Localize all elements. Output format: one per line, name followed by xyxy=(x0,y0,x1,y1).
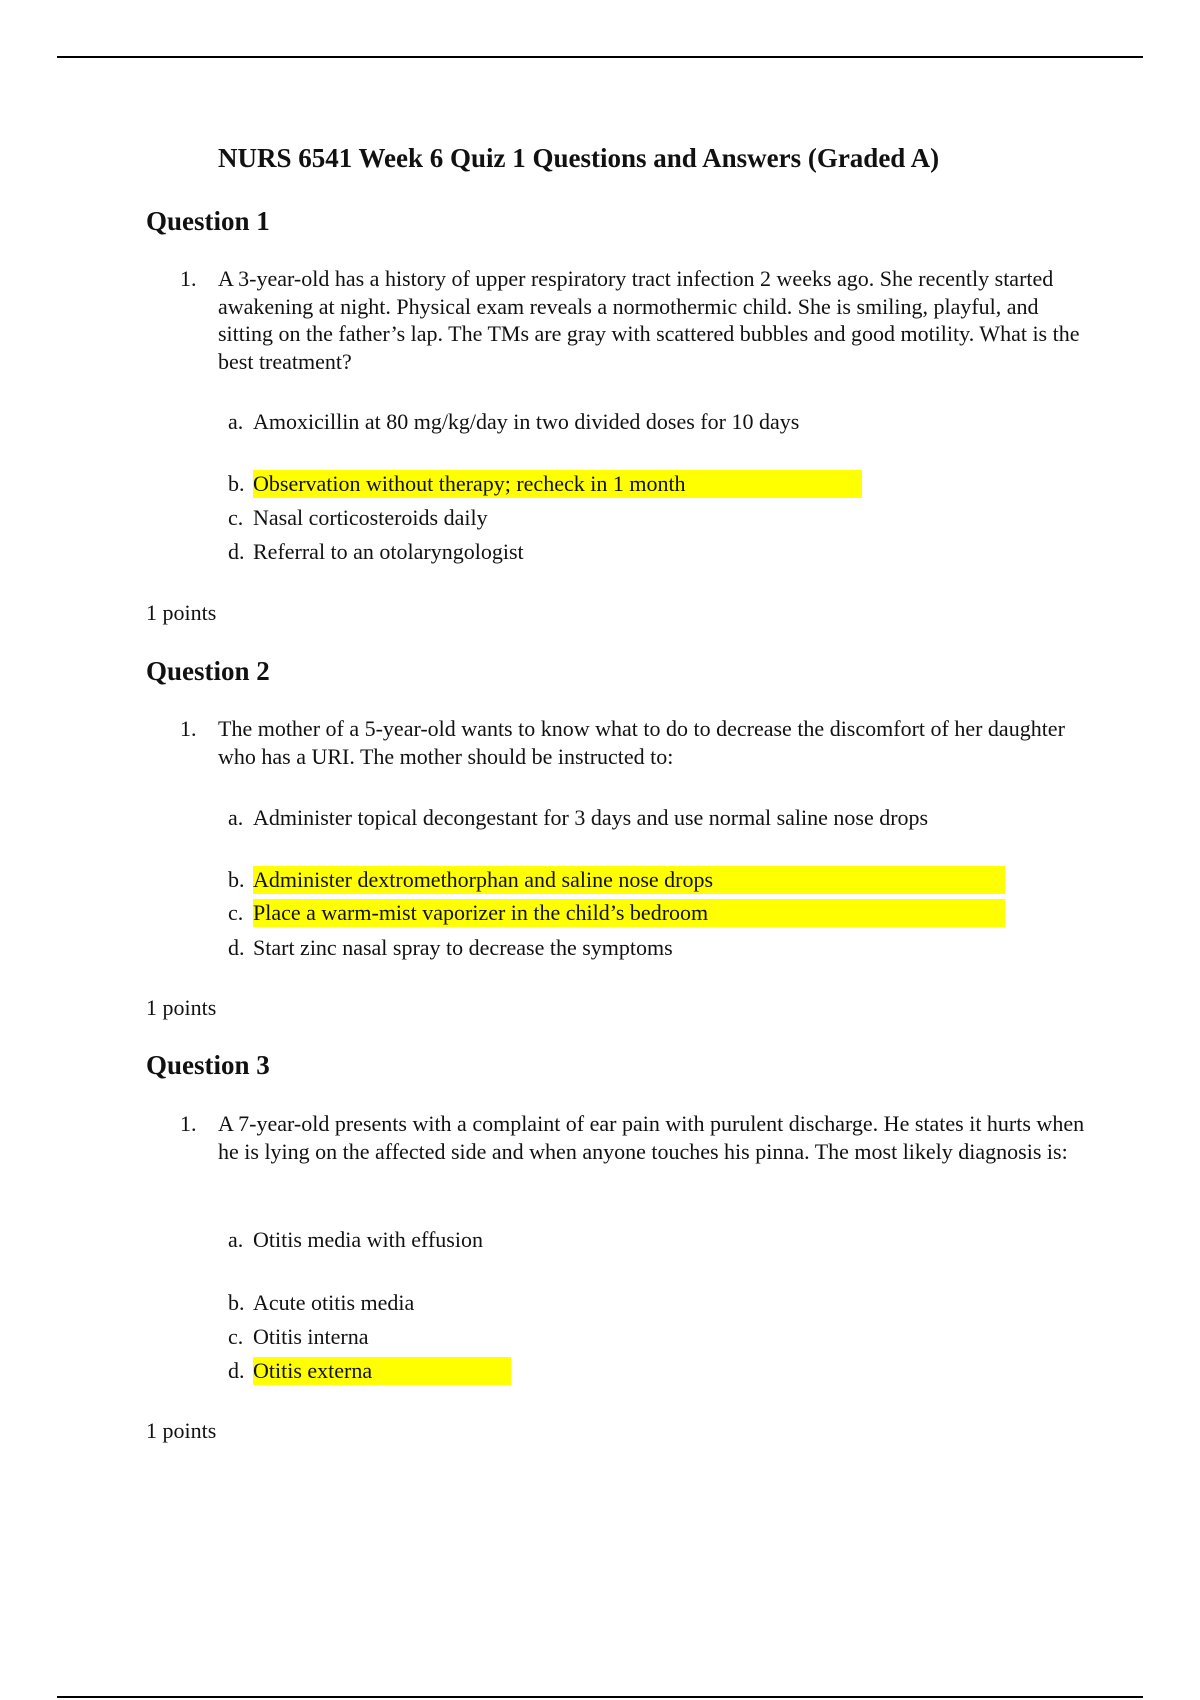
list-number: 1. xyxy=(180,716,197,741)
answer-option-c[interactable] xyxy=(228,1323,368,1351)
answer-option-c[interactable] xyxy=(228,899,1005,927)
option-text-highlighted: Observation without therapy; recheck in 1 month xyxy=(253,470,862,498)
option-letter: c. xyxy=(228,1324,244,1349)
stem-text: A 3-year-old has a history of upper respiratory tract infection 2 weeks ago. She recently started awakening at night. Physical exam reveals a normothermic child. She is smiling, playful, and sitting on the father’s lap. The TMs are gray with scattered bubbles and good motility. What is the best treatment? xyxy=(218,266,1080,374)
option-text-highlighted: Place a warm-mist vaporizer in the child’s bedroom xyxy=(253,899,1005,927)
question-heading: Question 3 xyxy=(146,1050,270,1080)
answer-option-d[interactable] xyxy=(228,1357,511,1385)
answer-option-c[interactable] xyxy=(228,504,488,532)
question-stem xyxy=(180,715,1090,770)
option-text: Administer topical decongestant for 3 days and use normal saline nose drops xyxy=(253,805,929,830)
answer-option-b[interactable] xyxy=(228,866,1005,894)
answer-option-b[interactable] xyxy=(228,470,862,498)
option-text: Amoxicillin at 80 mg/kg/day in two divided doses for 10 days xyxy=(253,409,800,434)
top-rule xyxy=(57,56,1143,58)
option-letter: b. xyxy=(228,867,245,892)
stem-text: A 7-year-old presents with a complaint of ear pain with purulent discharge. He states it hurts when he is lying on the affected side and when anyone touches his pinna. The most likely diagnosis is: xyxy=(218,1111,1085,1164)
list-number: 1. xyxy=(180,1111,197,1136)
answer-option-b[interactable] xyxy=(228,1289,414,1317)
answer-option-a[interactable] xyxy=(228,1226,483,1254)
option-letter: c. xyxy=(228,900,244,925)
answer-option-a[interactable] xyxy=(228,804,928,832)
answer-option-d[interactable] xyxy=(228,934,673,962)
option-text-highlighted: Administer dextromethorphan and saline nose drops xyxy=(253,866,1005,894)
option-text: Start zinc nasal spray to decrease the symptoms xyxy=(253,935,673,960)
document-title: NURS 6541 Week 6 Quiz 1 Questions and Answers (Graded A) xyxy=(218,143,940,173)
bottom-rule xyxy=(57,1696,1143,1698)
list-number: 1. xyxy=(180,266,197,291)
option-text-highlighted: Otitis externa xyxy=(253,1357,511,1385)
option-letter: d. xyxy=(228,539,245,564)
option-text: Otitis interna xyxy=(253,1324,369,1349)
question-stem xyxy=(180,265,1090,375)
option-letter: b. xyxy=(228,1290,245,1315)
stem-text: The mother of a 5-year-old wants to know what to do to decrease the discomfort of her daughter who has a URI. The mother should be instructed to: xyxy=(218,716,1065,769)
question-heading: Question 2 xyxy=(146,656,270,686)
question-heading: Question 1 xyxy=(146,206,270,236)
option-letter: b. xyxy=(228,471,245,496)
option-letter: d. xyxy=(228,935,245,960)
option-letter: c. xyxy=(228,505,244,530)
answer-option-d[interactable] xyxy=(228,538,524,566)
option-letter: d. xyxy=(228,1358,245,1383)
question-stem xyxy=(180,1110,1090,1165)
option-letter: a. xyxy=(228,409,244,434)
option-text: Otitis media with effusion xyxy=(253,1227,483,1252)
option-letter: a. xyxy=(228,805,244,830)
option-text: Acute otitis media xyxy=(253,1290,415,1315)
points-label: 1 points xyxy=(146,995,217,1020)
points-label: 1 points xyxy=(146,1418,217,1443)
option-letter: a. xyxy=(228,1227,244,1252)
option-text: Nasal corticosteroids daily xyxy=(253,505,488,530)
points-label: 1 points xyxy=(146,600,217,625)
option-text: Referral to an otolaryngologist xyxy=(253,539,524,564)
answer-option-a[interactable] xyxy=(228,408,799,436)
